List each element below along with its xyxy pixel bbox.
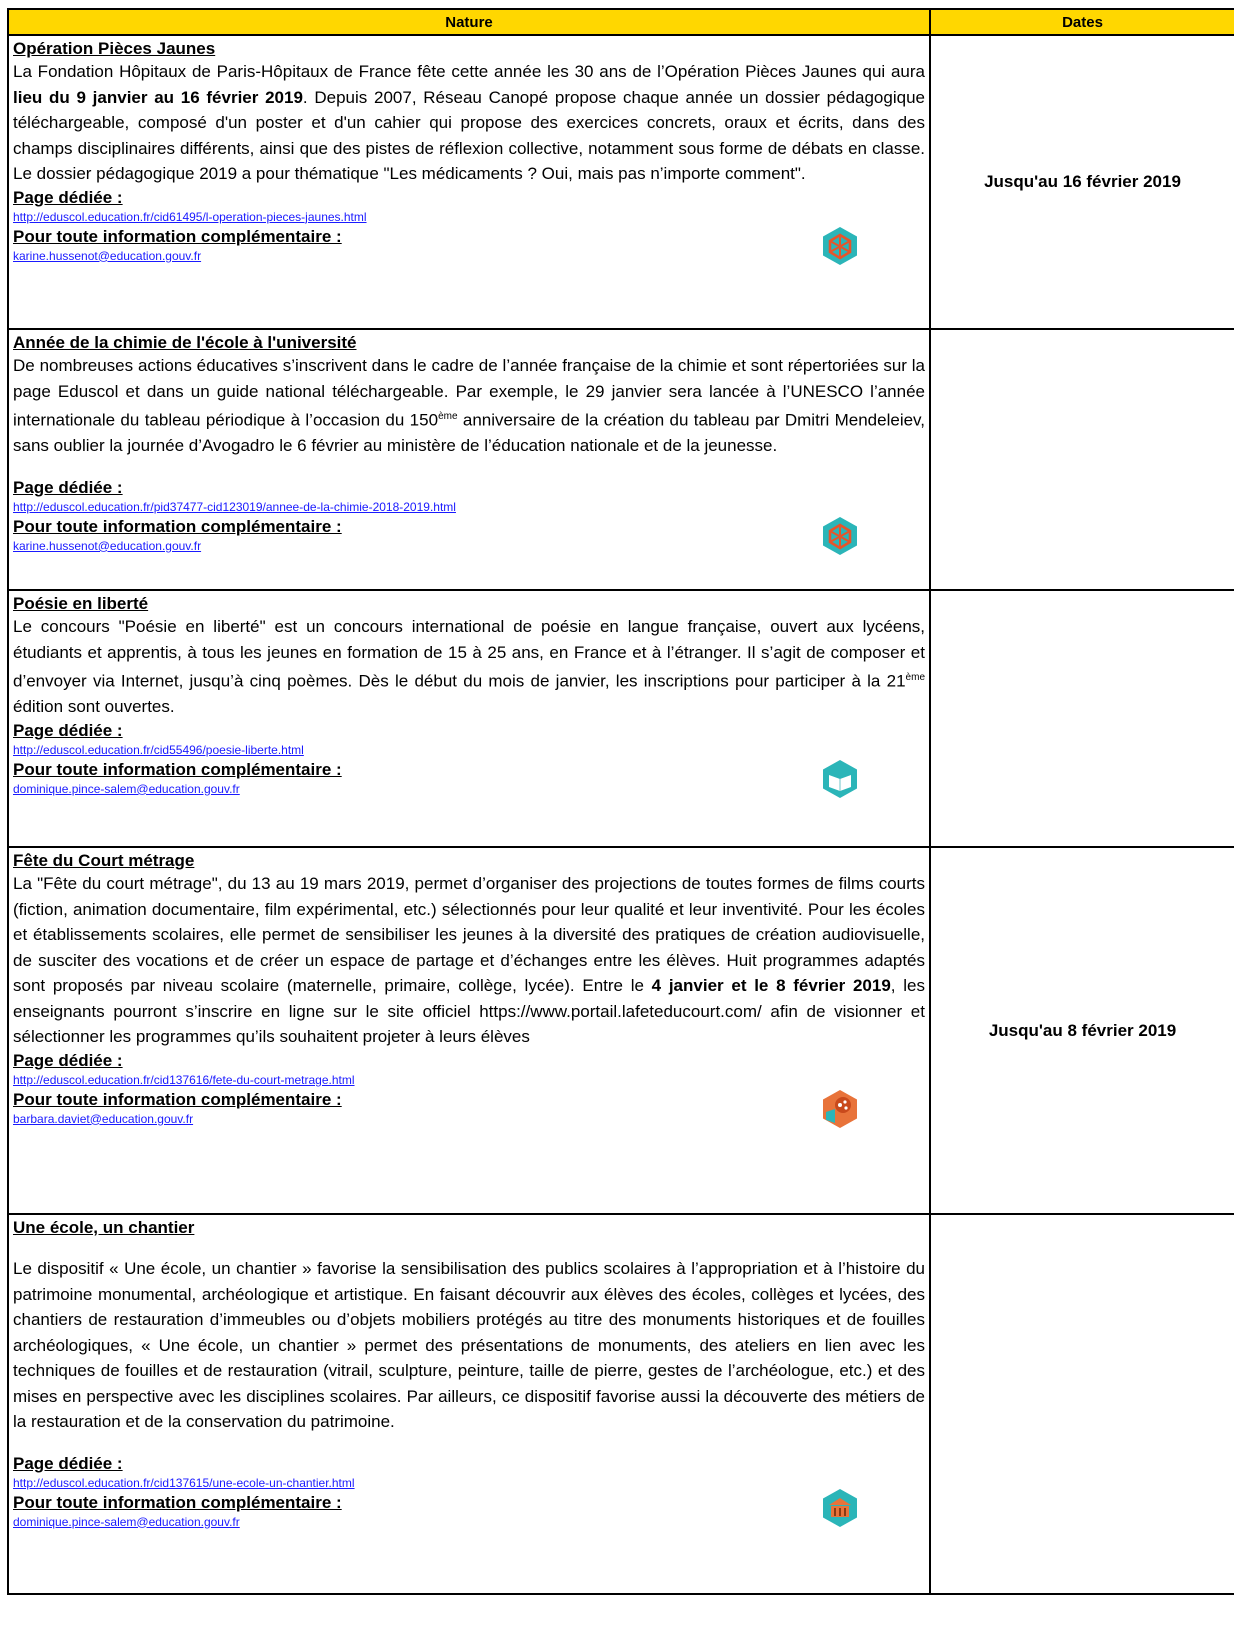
nature-cell: [8, 329, 930, 590]
event-description: Le dispositif « Une école, un chantier » favorise la sensibilisation des publics scolaires à l’appropriation et à l’histoire du patrimoine monumental, archéologique et artistique. En faisant découvrir aux élèves des écoles, collèges et lycées, des chantiers de restauration d’immeubles ou d’objets mobiliers protégés au titre des monuments historiques et de fouilles archéologiques, « Une école, un chantier » permet des présentations de monuments, des ateliers en lien avec les techniques de fouilles et de restauration (vitrail, sculpture, peinture, taille de pierre, gestes de l’archéologue, etc.) et des mises en perspective avec les disciplines scolaires. Par ailleurs, ce dispositif favorise aussi la découverte des métiers de la restauration et de la conservation du patrimoine.: [13, 1259, 925, 1431]
header-dates: Dates: [930, 9, 1234, 35]
page-label: Page dédiée :: [13, 1050, 123, 1070]
event-title: Année de la chimie de l'école à l'université: [13, 333, 357, 352]
date-cell: [930, 329, 1234, 590]
event-title: Fête du Court métrage: [13, 851, 195, 870]
info-label: Pour toute information complémentaire :: [13, 759, 342, 779]
science-molecule-icon: [823, 227, 857, 265]
event-description: Le concours "Poésie en liberté" est un concours international de poésie en langue française, ouvert aux lycéens, étudiants et apprentis, à tous les jeunes en formation de 15 à 25 ans, en France et à l’étranger. Il s’agit de composer et d’envoyer via Internet, jusqu’à cinq poèmes. Dès le début du mois de janvier, les inscriptions pour participer à la 21ème édition sont ouvertes.: [13, 617, 925, 717]
table-row: [8, 1214, 1234, 1594]
event-title: Une école, un chantier: [13, 1218, 195, 1237]
page-label: Page dédiée :: [13, 187, 123, 207]
page-label: Page dédiée :: [13, 1453, 123, 1473]
event-description: De nombreuses actions éducatives s’inscrivent dans le cadre de l’année française de la chimie et sont répertoriées sur la page Eduscol et dans un guide national téléchargeable. Par exemple, le 29 janvier sera lancée à l’UNESCO l’année internationale du tableau périodique à l’occasion du 150ème anniversaire de la création du tableau par Dmitri Mendeleiev, sans oublier la journée d’Avogadro le 6 février au ministère de l’éducation nationale et de la jeunesse.: [13, 356, 926, 456]
date-cell: Jusqu'au 16 février 2019: [930, 35, 1234, 329]
nature-cell: [8, 35, 930, 329]
event-description: La "Fête du court métrage", du 13 au 19 mars 2019, permet d’organiser des projections de toutes formes de films courts (fiction, animation documentaire, film expérimental, etc.) sélectionnés pour leur qualité et leur inventivité. Pour les écoles et établissements scolaires, elle permet de sensibiliser les jeunes à la diversité des pratiques de création audiovisuelle, de susciter des vocations et de créer un espace de partage et d’échanges entre les élèves. Huit programmes adaptés sont proposés par niveau scolaire (maternelle, primaire, collège, lycée). Entre le 4 janvier et le 8 février 2019, les enseignants pourront s’inscrire en ligne sur le site officiel https://www.portail.lafeteducourt.com/ afin de visionner et sélectionner les programmes qu’ils souhaitent projeter à leurs élèves: [13, 874, 925, 1046]
date-cell: [930, 1214, 1234, 1594]
nature-cell: [8, 590, 930, 847]
page-label: Page dédiée :: [13, 477, 123, 497]
event-title: Poésie en liberté: [13, 594, 149, 613]
event-description: La Fondation Hôpitaux de Paris-Hôpitaux de France fête cette année les 30 ans de l’Opération Pièces Jaunes qui aura lieu du 9 janvier au 16 février 2019. Depuis 2007, Réseau Canopé propose chaque année un dossier pédagogique téléchargeable, composé d'un poster et d'un cahier qui propose des exercices concrets, oraux et écrits, dans des champs disciplinaires différents, ainsi que des pistes de réflexion collective, notamment sous forme de débats en classe. Le dossier pédagogique 2019 a pour thématique "Les médicaments ? Oui, mais pas n’importe comment".: [13, 62, 925, 183]
page-link[interactable]: http://eduscol.education.fr/pid37477-cid123019/annee-de-la-chimie-2018-2019.html: [13, 499, 456, 514]
page-label: Page dédiée :: [13, 720, 123, 740]
page-link[interactable]: http://eduscol.education.fr/cid137615/une-ecole-un-chantier.html: [13, 1475, 355, 1490]
events-table: [7, 8, 1234, 1595]
info-label: Pour toute information complémentaire :: [13, 1492, 342, 1512]
table-row: [8, 35, 1234, 329]
table-row: [8, 590, 1234, 847]
heritage-building-icon: [823, 1489, 857, 1527]
info-label: Pour toute information complémentaire :: [13, 226, 342, 246]
table-row: [8, 329, 1234, 590]
email-link[interactable]: dominique.pince-salem@education.gouv.fr: [13, 781, 240, 796]
event-title: Opération Pièces Jaunes: [13, 39, 216, 58]
email-link[interactable]: dominique.pince-salem@education.gouv.fr: [13, 1514, 240, 1529]
info-label: Pour toute information complémentaire :: [13, 516, 342, 536]
nature-cell: [8, 1214, 930, 1594]
nature-cell: [8, 847, 930, 1214]
table-header: [8, 9, 1234, 35]
page-link[interactable]: http://eduscol.education.fr/cid61495/l-operation-pieces-jaunes.html: [13, 209, 367, 224]
page-link[interactable]: http://eduscol.education.fr/cid137616/fete-du-court-metrage.html: [13, 1072, 355, 1087]
email-link[interactable]: barbara.daviet@education.gouv.fr: [13, 1111, 194, 1126]
email-link[interactable]: karine.hussenot@education.gouv.fr: [13, 538, 202, 553]
email-link[interactable]: karine.hussenot@education.gouv.fr: [13, 248, 202, 263]
table-row: [8, 847, 1234, 1214]
date-cell: Jusqu'au 8 février 2019: [930, 847, 1234, 1214]
page-link[interactable]: http://eduscol.education.fr/cid55496/poesie-liberte.html: [13, 742, 304, 757]
header-nature: Nature: [8, 9, 930, 35]
open-book-icon: [823, 760, 857, 798]
science-molecule-icon: [823, 517, 857, 555]
arts-palette-icon: [823, 1090, 857, 1128]
date-cell: [930, 590, 1234, 847]
info-label: Pour toute information complémentaire :: [13, 1089, 342, 1109]
